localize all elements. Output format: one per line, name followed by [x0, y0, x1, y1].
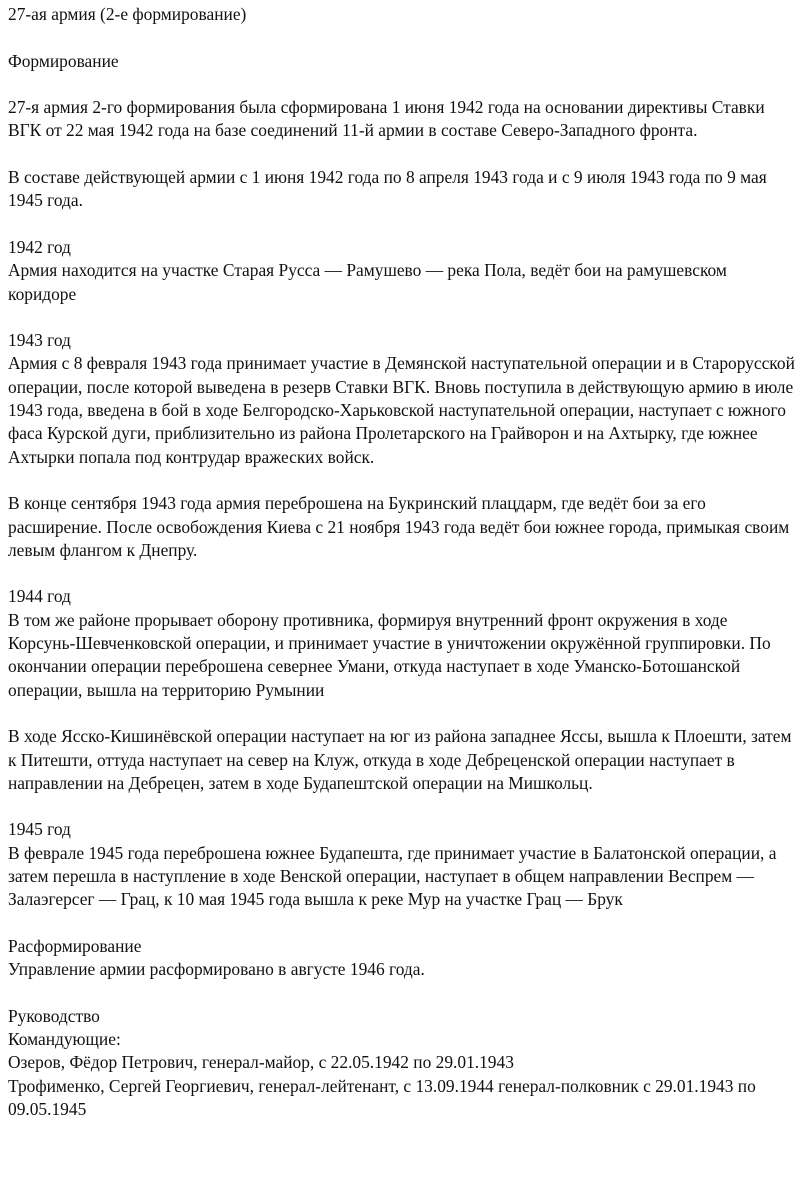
year-1945-paragraph-1: В феврале 1945 года переброшена южнее Будапешта, где принимает участие в Балатонской операции, а затем перешла в наступление в ходе Венской операции, наступает в общем направлении Веспрем — Залаэгерсег — Грац, к 10 мая 1945 года вышла к реке Мур на участке Грац — Брук: [8, 842, 777, 910]
year-1944-paragraph-2: В ходе Ясско-Кишинёвской операции наступает на юг из района западнее Яссы, вышла к Плоешти, затем к Питешти, оттуда наступает на север на Клуж, откуда в ходе Дебреценской операции наступает в направлении на Дебрецен, затем в ходе Будапештской операции на Мишкольц.: [8, 726, 792, 793]
leadership-heading: Руководство: [8, 1005, 100, 1026]
formation-paragraph-2: В составе действующей армии с 1 июня 1942 года по 8 апреля 1943 года и с 9 июля 1943 года по 9 мая 1945 года.: [8, 167, 767, 211]
year-1944-paragraph-1: В том же районе прорывает оборону противника, формируя внутренний фронт окружения в ходе Корсунь-Шевченковской операции, и принимает участие в уничтожении окружённой группировки. По окончании операции переброшена севернее Умани, откуда наступает в ходе Уманско-Ботошанской операции, вышла на территорию Румынии: [8, 609, 771, 700]
commanders-heading: Командующие:: [8, 1029, 121, 1050]
year-1945-heading: 1945 год: [8, 819, 71, 840]
year-1943-heading: 1943 год: [8, 330, 71, 351]
commander-entry-1: Озеров, Фёдор Петрович, генерал-майор, с 22.05.1942 по 29.01.1943: [8, 1052, 514, 1073]
year-1942-heading: 1942 год: [8, 236, 71, 257]
year-1943-paragraph-2: В конце сентября 1943 года армия переброшена на Букринский плацдарм, где ведёт бои за его расширение. После освобождения Киева с 21 ноября 1943 года ведёт бои южнее города, примыкая своим левым флангом к Днепру.: [8, 493, 790, 560]
year-1942-paragraph-1: Армия находится на участке Старая Русса — Рамушево — река Пола, ведёт бои на рамушевском коридоре: [8, 260, 727, 304]
document-title: 27-ая армия (2-е формирование): [8, 4, 247, 24]
formation-heading: Формирование: [8, 50, 119, 71]
disband-heading: Расформирование: [8, 935, 142, 956]
year-1944-heading: 1944 год: [8, 586, 71, 607]
commander-entry-2: Трофименко, Сергей Георгиевич, генерал-лейтенант, с 13.09.1944 генерал-полковник с 29.01.1943 по 09.05.1945: [8, 1075, 756, 1119]
formation-paragraph-1: 27-я армия 2-го формирования была сформирована 1 июня 1942 года на основании директивы Ставки ВГК от 22 мая 1942 года на базе соединений 11-й армии в составе Северо-Западного фронта.: [8, 97, 765, 141]
year-1943-paragraph-1: Армия с 8 февраля 1943 года принимает участие в Демянской наступательной операции и в Старорусской операции, после которой выведена в резерв Ставки ВГК. Вновь поступила в действующую армию в июле 1943 года, введена в бой в ходе Белгородско-Харьковской наступательной операции, наступает с южного фаса Курской дуги, приблизительно из района Пролетарского на Грайворон и на Ахтырку, где южнее Ахтырки попала под контрудар вражеских войск.: [8, 353, 795, 467]
disband-paragraph-1: Управление армии расформировано в августе 1946 года.: [8, 959, 425, 980]
document-page: [8, 3, 796, 1121]
